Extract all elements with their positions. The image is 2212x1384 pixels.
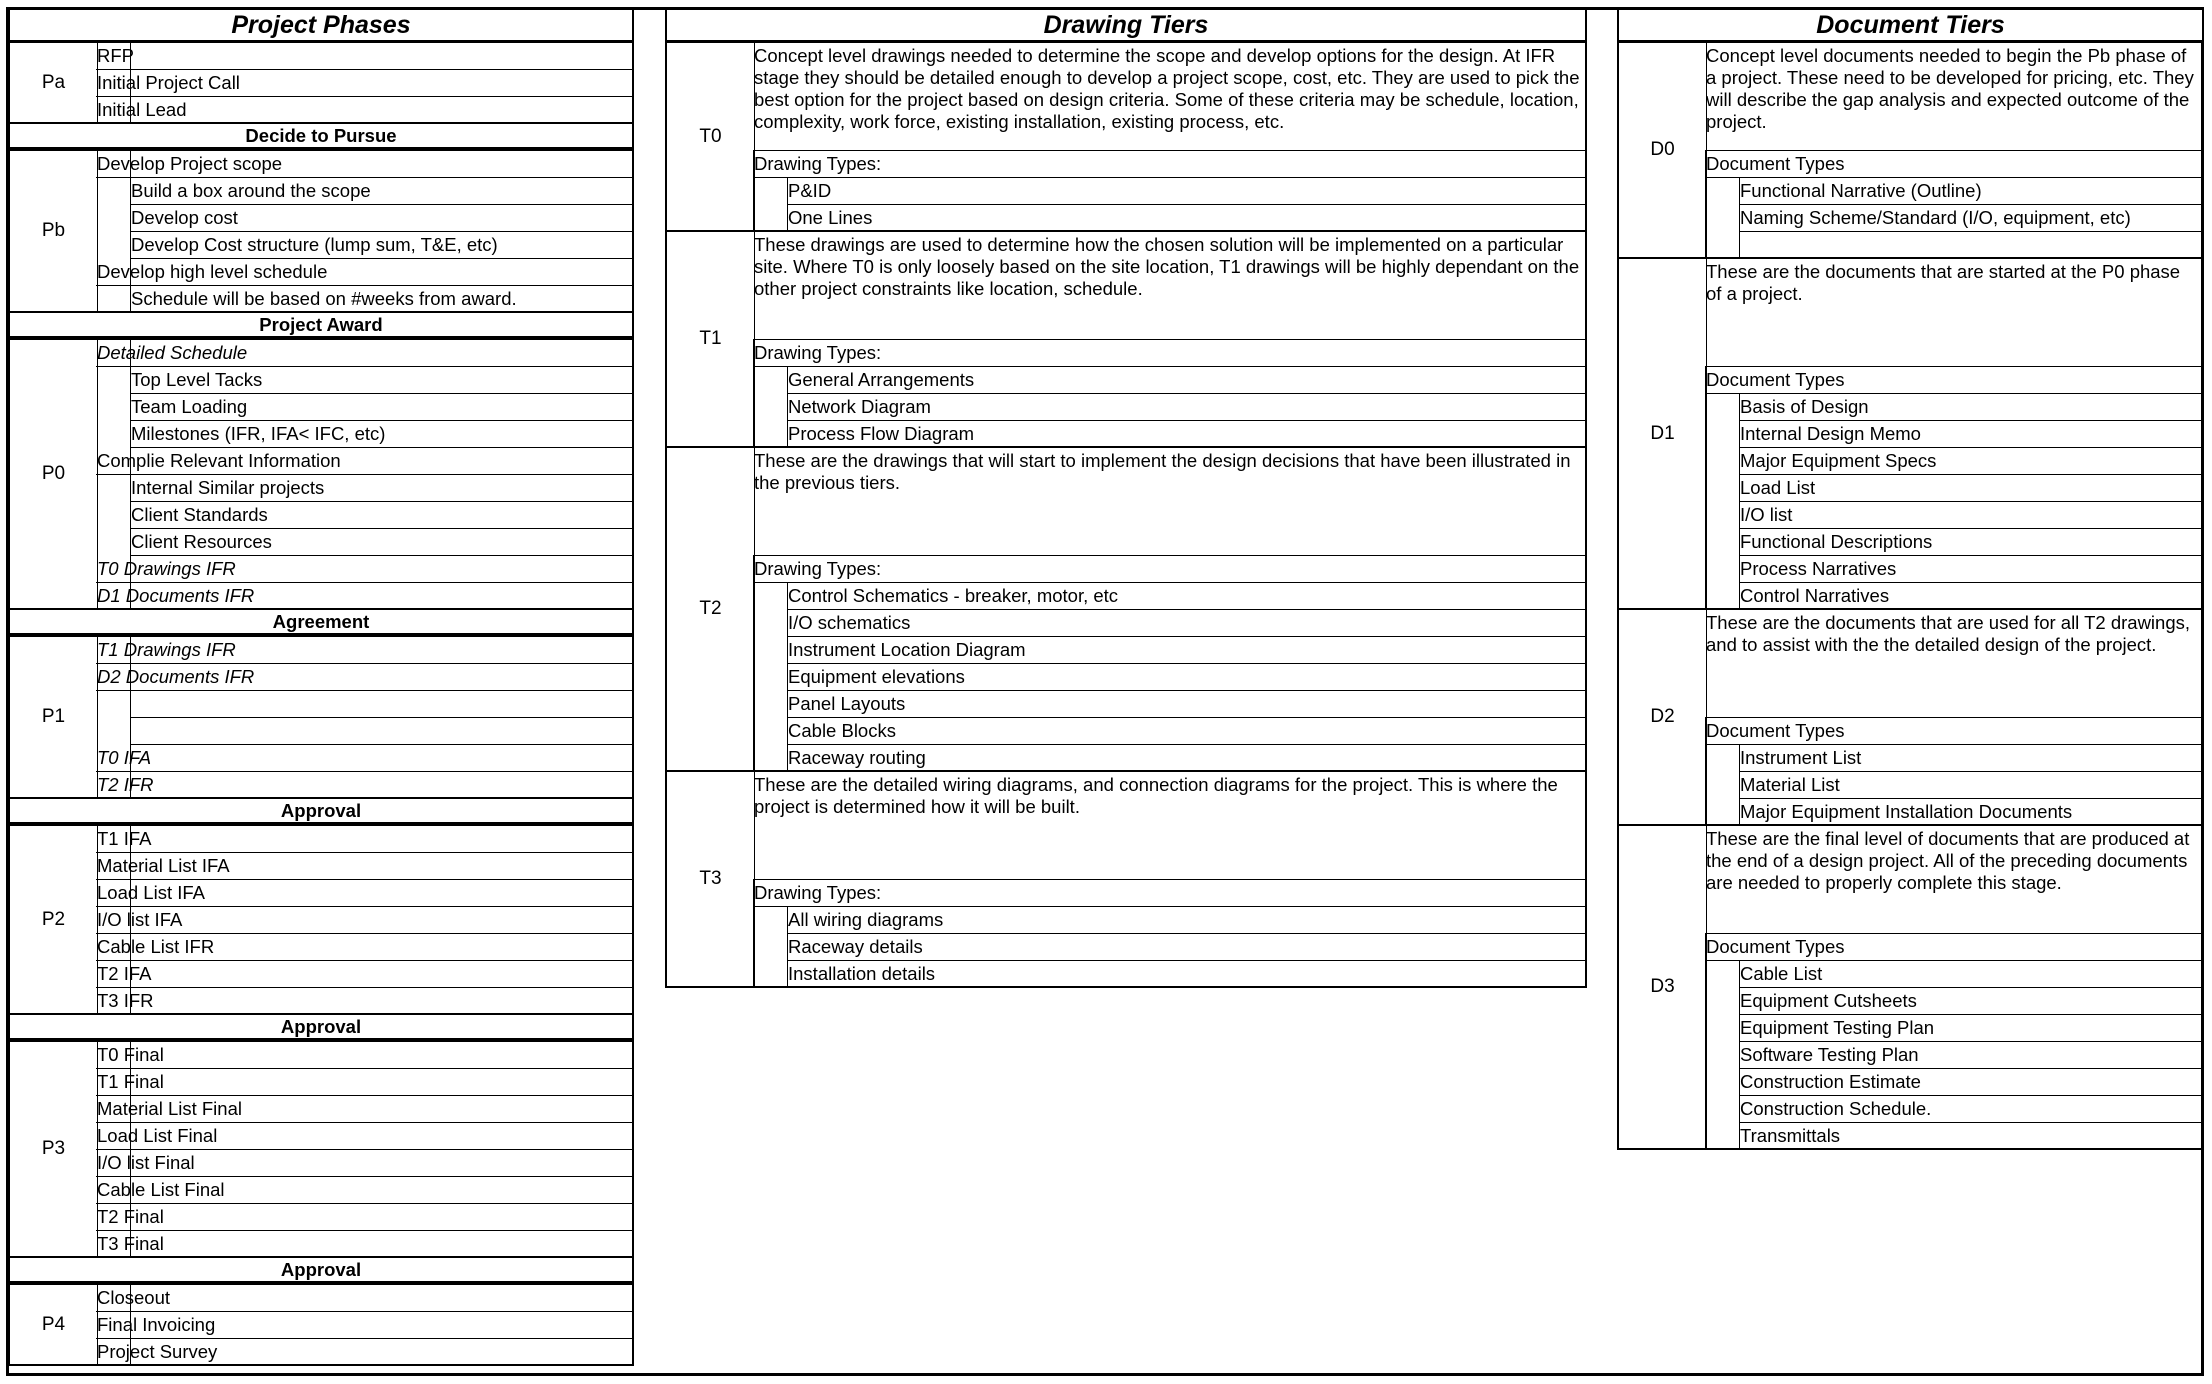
phase-task: T0 Drawings IFR bbox=[96, 556, 632, 583]
document-type-item: Cable List bbox=[1739, 961, 2202, 988]
phase-task: Top Level Tacks bbox=[130, 367, 632, 394]
phase-task: T2 IFA bbox=[96, 961, 632, 988]
phase-task: Milestones (IFR, IFA< IFC, etc) bbox=[130, 421, 632, 448]
phase-code: P0 bbox=[10, 340, 98, 608]
indent-divider bbox=[1705, 367, 1706, 608]
drawing-type-item: Installation details bbox=[788, 963, 936, 984]
drawing-tier-t0 bbox=[665, 41, 1587, 232]
phase-code: P1 bbox=[10, 637, 98, 797]
document-type-item: Equipment Cutsheets bbox=[1739, 988, 2202, 1015]
phase-gate-label: Approval bbox=[8, 1256, 634, 1283]
document-type-item: Construction Schedule. bbox=[1739, 1096, 2202, 1123]
phase-task: T3 IFR bbox=[97, 990, 154, 1011]
indent-divider bbox=[753, 880, 754, 986]
drawing-type-item: Panel Layouts bbox=[787, 691, 1585, 718]
drawing-tier-description: These are the drawings that will start to implement the design decisions that have been illustrated in the previous tiers. bbox=[753, 448, 1585, 556]
document-tier-description: These are the final level of documents that are produced at the end of a design project. All of the preceding documents are needed to properly complete this stage. bbox=[1705, 826, 2202, 934]
phase-task: Initial Lead bbox=[97, 99, 187, 120]
phase-task: Closeout bbox=[96, 1285, 632, 1312]
phase-task: Develop Project scope bbox=[96, 151, 632, 178]
document-type-item: Material List bbox=[1739, 772, 2202, 799]
document-type-item: Construction Estimate bbox=[1739, 1069, 2202, 1096]
document-type-item: Naming Scheme/Standard (I/O, equipment, etc) bbox=[1739, 205, 2202, 232]
document-type-item: Process Narratives bbox=[1739, 556, 2202, 583]
document-tier-description: Concept level documents needed to begin the Pb phase of a project. These need to be developed for pricing, etc. They will describe the gap analysis and expected outcome of the project. bbox=[1705, 43, 2202, 151]
phase-gate-label: Decide to Pursue bbox=[8, 122, 634, 149]
phase-task: I/O list IFA bbox=[96, 907, 632, 934]
document-tier-description: These are the documents that are used for all T2 drawings, and to assist with the the detailed design of the project. bbox=[1705, 610, 2202, 718]
drawing-tier-code: T1 bbox=[667, 232, 755, 446]
phase-code: Pa bbox=[10, 43, 98, 122]
document-tiers-panel bbox=[1617, 8, 2204, 1160]
phase-task: I/O list Final bbox=[96, 1150, 632, 1177]
phase-group-p0 bbox=[8, 338, 634, 610]
drawing-type-item: Network Diagram bbox=[787, 394, 1585, 421]
phase-code: Pb bbox=[10, 151, 98, 311]
phase-task: T3 Final bbox=[97, 1233, 164, 1254]
phase-task: D1 Documents IFR bbox=[97, 585, 255, 606]
phase-group-p4 bbox=[8, 1283, 634, 1366]
document-type-item: Functional Descriptions bbox=[1739, 529, 2202, 556]
document-tier-code: D0 bbox=[1619, 43, 1707, 257]
drawing-types-label: Drawing Types: bbox=[753, 880, 1585, 907]
document-type-item: Functional Narrative (Outline) bbox=[1739, 178, 2202, 205]
document-type-item: Software Testing Plan bbox=[1739, 1042, 2202, 1069]
sub-indent-divider bbox=[1739, 394, 1740, 608]
drawing-type-item: One Lines bbox=[788, 207, 873, 228]
drawing-type-item: Process Flow Diagram bbox=[788, 423, 975, 444]
phase-task: Team Loading bbox=[130, 394, 632, 421]
phase-task: D2 Documents IFR bbox=[96, 664, 632, 691]
drawing-type-item: P&ID bbox=[787, 178, 1585, 205]
sub-indent-divider bbox=[1739, 745, 1740, 824]
drawing-tier-code: T3 bbox=[667, 772, 755, 986]
phase-code: P2 bbox=[10, 826, 98, 1013]
phase-gate-label: Approval bbox=[8, 797, 634, 824]
sub-indent-divider bbox=[787, 907, 788, 986]
document-types-label: Document Types bbox=[1705, 718, 2202, 745]
project-phases-title: Project Phases bbox=[8, 8, 634, 42]
sub-indent-divider bbox=[787, 178, 788, 230]
phase-task: Detailed Schedule bbox=[96, 340, 632, 367]
document-type-item: Transmittals bbox=[1740, 1125, 1841, 1146]
document-tiers-title: Document Tiers bbox=[1617, 8, 2204, 42]
drawing-tier-t2 bbox=[665, 446, 1587, 772]
document-tier-code: D1 bbox=[1619, 259, 1707, 608]
phase-gate-label: Agreement bbox=[8, 608, 634, 635]
phase-task: T1 IFA bbox=[96, 826, 632, 853]
indent-divider bbox=[1705, 718, 1706, 824]
drawing-type-item: Raceway details bbox=[787, 934, 1585, 961]
document-tier-d2 bbox=[1617, 608, 2204, 826]
phase-task: Internal Similar projects bbox=[130, 475, 632, 502]
phase-task: RFP bbox=[96, 43, 632, 70]
phase-task: Complie Relevant Information bbox=[96, 448, 632, 475]
phase-task: Cable List IFR bbox=[96, 934, 632, 961]
phase-task: T1 Final bbox=[96, 1069, 632, 1096]
phase-task: Client Standards bbox=[130, 502, 632, 529]
phase-task: Initial Project Call bbox=[96, 70, 632, 97]
document-type-item: Load List bbox=[1739, 475, 2202, 502]
phase-task: Client Resources bbox=[130, 529, 632, 556]
phase-task: T2 IFR bbox=[97, 774, 154, 795]
document-type-item: Control Narratives bbox=[1740, 585, 1890, 606]
sub-indent-divider bbox=[1739, 961, 1740, 1148]
phase-code: P3 bbox=[10, 1042, 98, 1256]
drawing-tier-code: T0 bbox=[667, 43, 755, 230]
document-types-label: Document Types bbox=[1705, 367, 2202, 394]
phase-group-pa bbox=[8, 41, 634, 124]
drawing-type-item: Equipment elevations bbox=[787, 664, 1585, 691]
indent-divider bbox=[1705, 934, 1706, 1148]
drawing-tier-description: These are the detailed wiring diagrams, and connection diagrams for the project. This is where the project is determined how it will be built. bbox=[753, 772, 1585, 880]
phase-task bbox=[130, 691, 632, 718]
document-types-label: Document Types bbox=[1705, 151, 2202, 178]
phase-task: T0 Final bbox=[96, 1042, 632, 1069]
phase-task: Build a box around the scope bbox=[130, 178, 632, 205]
phase-task: Develop Cost structure (lump sum, T&E, etc) bbox=[130, 232, 632, 259]
drawing-type-item: General Arrangements bbox=[787, 367, 1585, 394]
document-type-item: I/O list bbox=[1739, 502, 2202, 529]
phase-task: Develop high level schedule bbox=[96, 259, 632, 286]
phase-task: T1 Drawings IFR bbox=[96, 637, 632, 664]
phase-task: Project Survey bbox=[97, 1341, 218, 1362]
document-tier-d0 bbox=[1617, 41, 2204, 259]
phase-task: Schedule will be based on #weeks from award. bbox=[131, 288, 517, 309]
phase-task: T2 Final bbox=[96, 1204, 632, 1231]
document-tier-d1 bbox=[1617, 257, 2204, 610]
indent-divider bbox=[753, 151, 754, 230]
document-type-item: Major Equipment Specs bbox=[1739, 448, 2202, 475]
drawing-tier-description: Concept level drawings needed to determine the scope and develop options for the design. At IFR stage they should be detailed enough to develop a project scope, cost, etc. They are used to pick the best option for the project based on design criteria. Some of these criteria may be schedule, location, complexity, work force, existing installation, existing process, etc. bbox=[753, 43, 1585, 151]
drawing-tiers-title: Drawing Tiers bbox=[665, 8, 1587, 42]
drawing-type-item: Cable Blocks bbox=[787, 718, 1585, 745]
drawing-tier-code: T2 bbox=[667, 448, 755, 770]
document-tier-code: D3 bbox=[1619, 826, 1707, 1148]
drawing-types-label: Drawing Types: bbox=[753, 556, 1585, 583]
drawing-tier-description: These drawings are used to determine how the chosen solution will be implemented on a particular site. Where T0 is only loosely based on the site location, T1 drawings will be highly dependant on the other project constraints like location, schedule. bbox=[753, 232, 1585, 340]
drawing-type-item: Raceway routing bbox=[788, 747, 926, 768]
document-type-item: Equipment Testing Plan bbox=[1739, 1015, 2202, 1042]
phase-group-p1 bbox=[8, 635, 634, 799]
phase-code: P4 bbox=[10, 1285, 98, 1364]
phase-group-p2 bbox=[8, 824, 634, 1015]
phase-task: Load List IFA bbox=[96, 880, 632, 907]
document-types-label: Document Types bbox=[1705, 934, 2202, 961]
drawing-type-item: I/O schematics bbox=[787, 610, 1585, 637]
document-type-item: Instrument List bbox=[1739, 745, 2202, 772]
document-tier-code: D2 bbox=[1619, 610, 1707, 824]
indent-divider bbox=[753, 556, 754, 770]
phase-gate-label: Project Award bbox=[8, 311, 634, 338]
project-phases-panel bbox=[8, 8, 634, 1374]
document-type-item-empty bbox=[1739, 232, 2202, 259]
document-tier-description: These are the documents that are started at the P0 phase of a project. bbox=[1705, 259, 2202, 367]
drawing-tier-t1 bbox=[665, 230, 1587, 448]
sub-indent-divider bbox=[1739, 178, 1740, 257]
document-tier-d3 bbox=[1617, 824, 2204, 1150]
phase-task bbox=[130, 718, 632, 745]
phase-task: Cable List Final bbox=[96, 1177, 632, 1204]
indent-divider bbox=[1705, 151, 1706, 257]
document-type-item: Internal Design Memo bbox=[1739, 421, 2202, 448]
sub-indent-divider bbox=[787, 583, 788, 770]
drawing-types-label: Drawing Types: bbox=[753, 151, 1585, 178]
drawing-types-label: Drawing Types: bbox=[753, 340, 1585, 367]
phase-task: T0 IFA bbox=[96, 745, 632, 772]
drawing-tier-t3 bbox=[665, 770, 1587, 988]
phase-group-p3 bbox=[8, 1040, 634, 1258]
phase-gate-label: Approval bbox=[8, 1013, 634, 1040]
drawing-type-item: Instrument Location Diagram bbox=[787, 637, 1585, 664]
phase-task: Material List Final bbox=[96, 1096, 632, 1123]
indent-divider bbox=[753, 340, 754, 446]
drawing-tiers-panel bbox=[665, 8, 1587, 998]
drawing-type-item: All wiring diagrams bbox=[787, 907, 1585, 934]
phase-task: Material List IFA bbox=[96, 853, 632, 880]
drawing-type-item: Control Schematics - breaker, motor, etc bbox=[787, 583, 1585, 610]
sub-indent-divider bbox=[787, 367, 788, 446]
document-type-item: Major Equipment Installation Documents bbox=[1740, 801, 2073, 822]
phase-group-pb bbox=[8, 149, 634, 313]
phase-task: Develop cost bbox=[130, 205, 632, 232]
phase-task: Final Invoicing bbox=[96, 1312, 632, 1339]
phase-task: Load List Final bbox=[96, 1123, 632, 1150]
document-type-item: Basis of Design bbox=[1739, 394, 2202, 421]
